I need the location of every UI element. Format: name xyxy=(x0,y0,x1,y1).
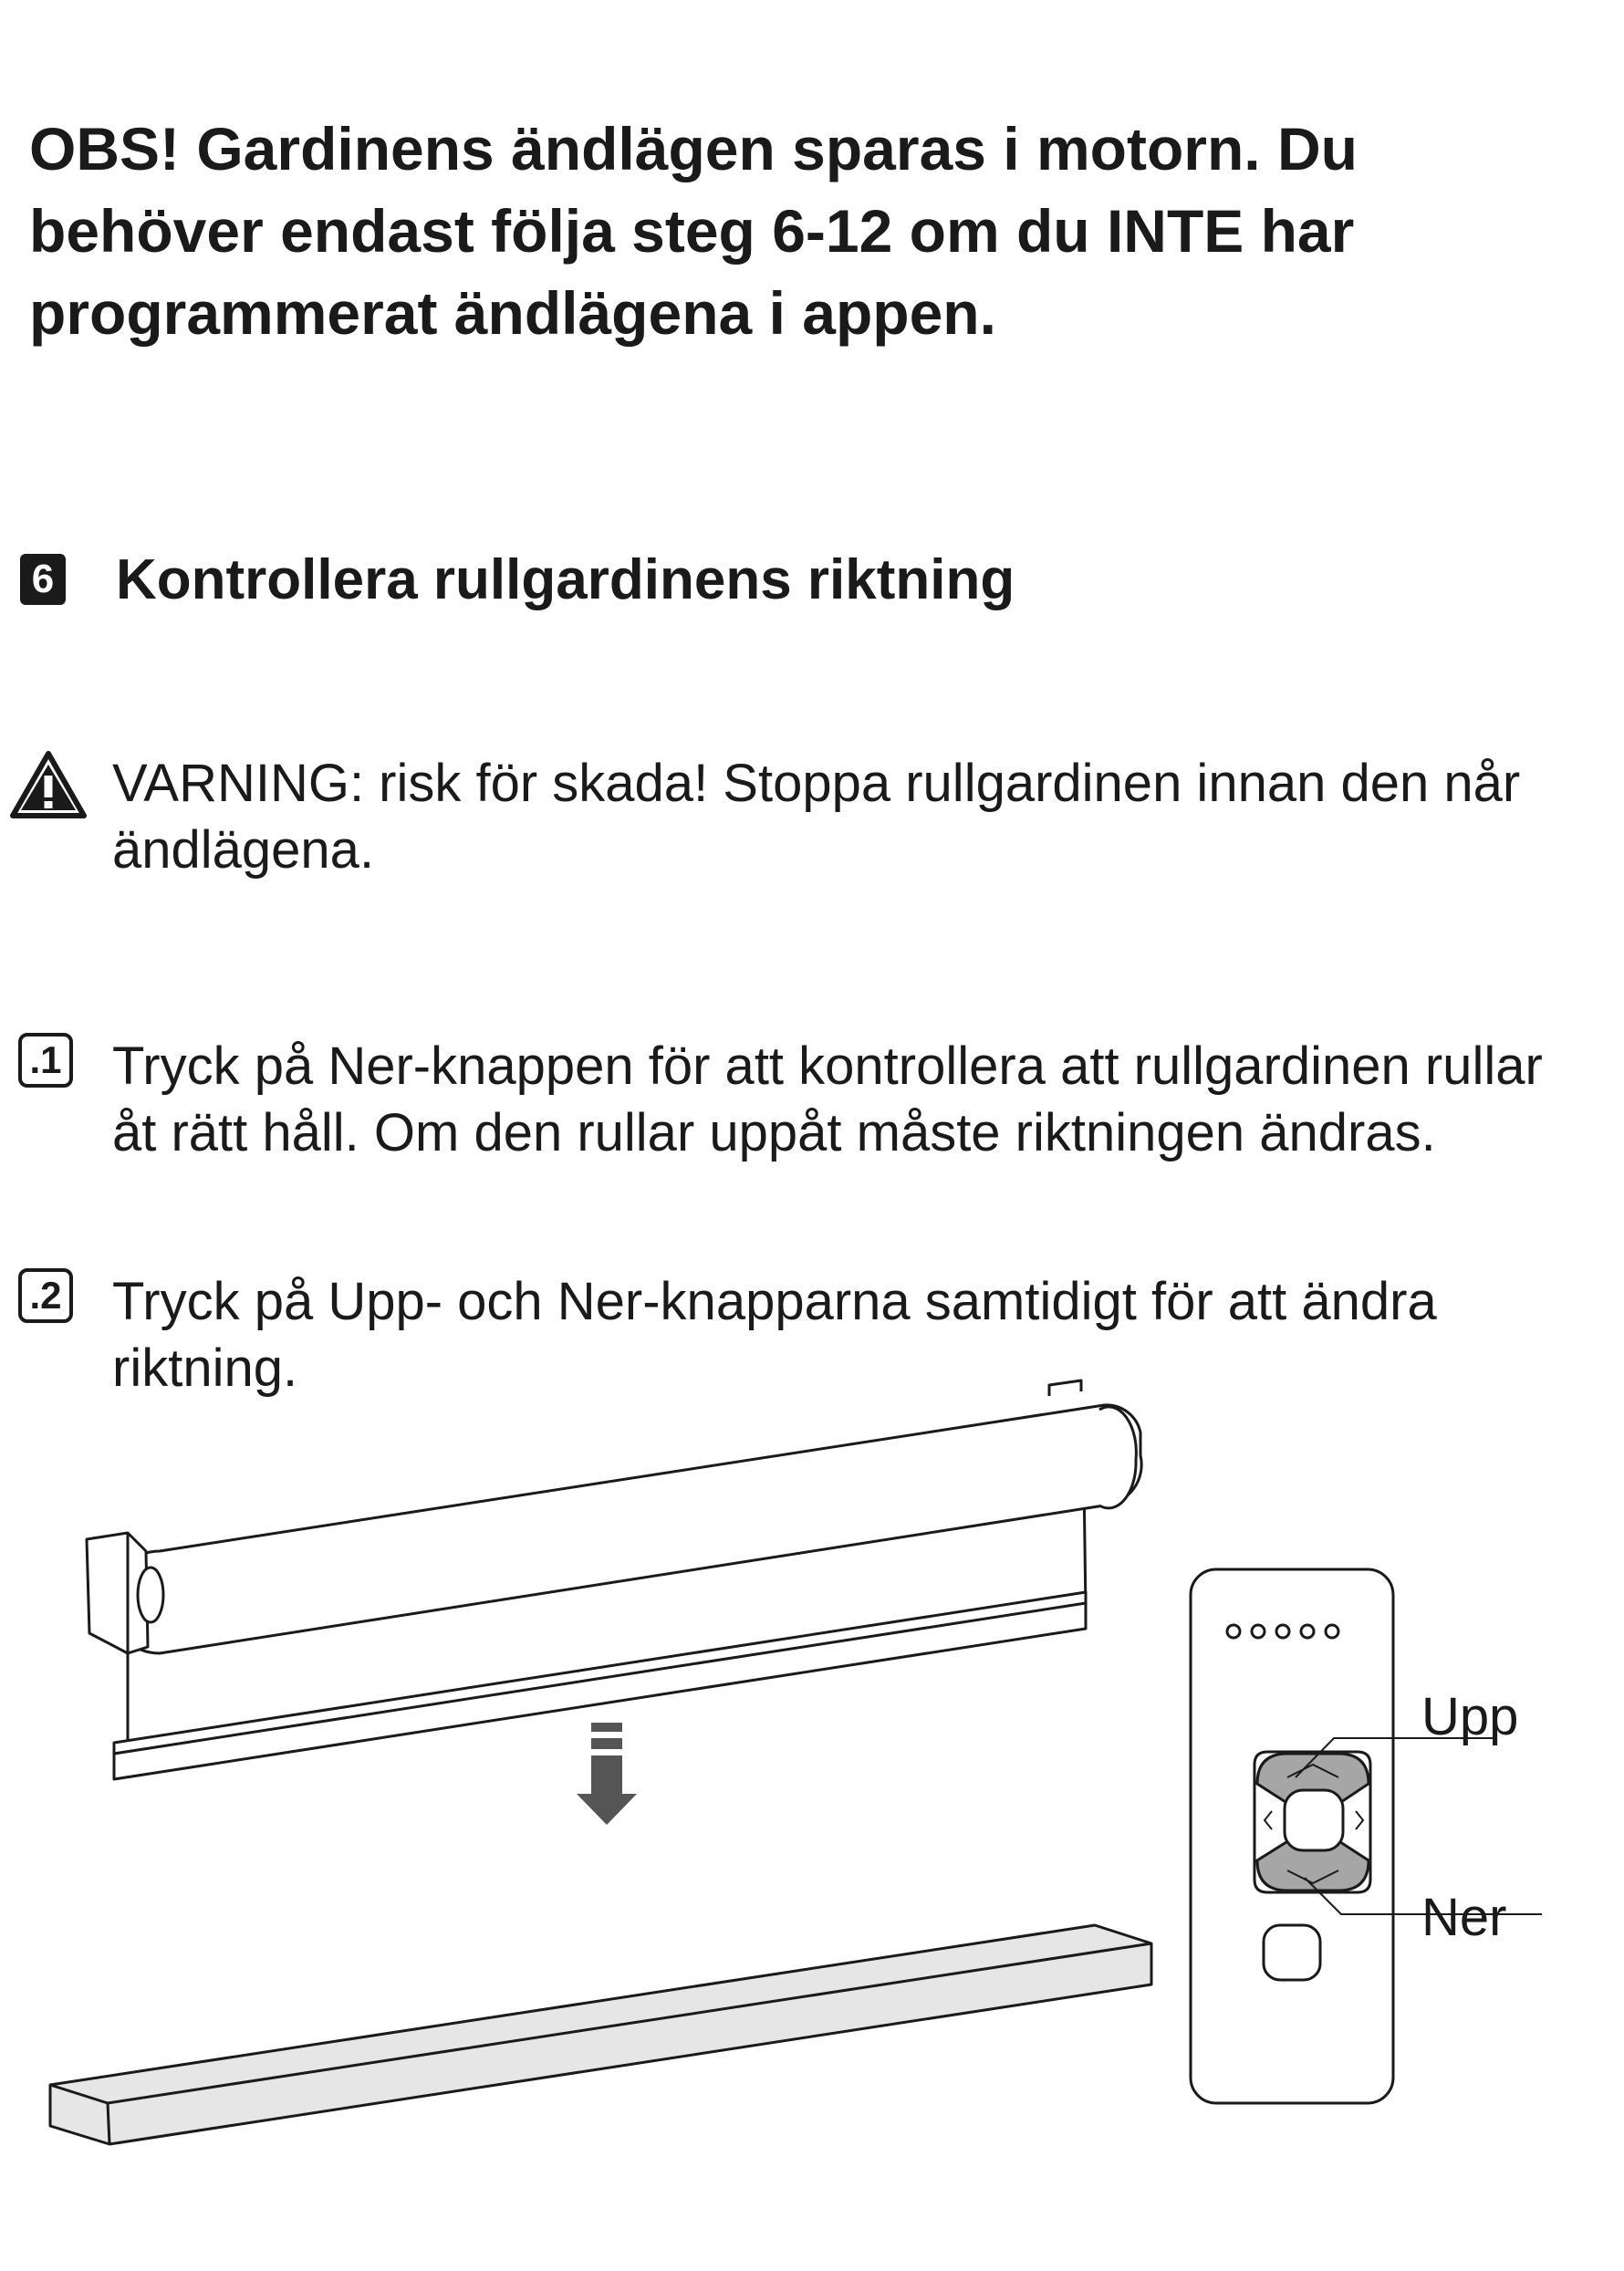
substep-text: Tryck på Upp- och Ner-knapparna samtidigt för att ändra riktning. xyxy=(112,1272,1437,1398)
step-title: Kontrollera rullgardinens riktning xyxy=(116,547,1015,611)
notice-text: OBS! Gardinens ändlägen sparas i motorn. Du behöver endast följa steg 6-12 om du INTE har programmerat ändlägena i appen. xyxy=(29,115,1358,347)
step-heading xyxy=(20,543,1015,616)
substep-number-badge: .1 xyxy=(18,1033,73,1088)
remote-control xyxy=(1191,1569,1393,2103)
warning-text: VARNING: risk för skada! Stoppa rullgardinen innan den når ändlägena. xyxy=(112,754,1521,880)
windowsill xyxy=(50,1925,1151,2144)
step-number-badge: 6 xyxy=(20,554,66,605)
substep-text: Tryck på Ner-knappen för att kontrollera att rullgardinen rullar åt rätt håll. Om den rullar uppåt måste riktningen ändras. xyxy=(112,1037,1543,1162)
roller-blind-illustration xyxy=(0,1369,1624,2172)
down-button-label: Ner xyxy=(1421,1888,1507,1947)
down-arrow-icon xyxy=(577,1723,637,1825)
substep-number-badge: .2 xyxy=(18,1268,73,1323)
warning-triangle-icon xyxy=(9,750,88,819)
up-button-label: Upp xyxy=(1421,1687,1519,1746)
